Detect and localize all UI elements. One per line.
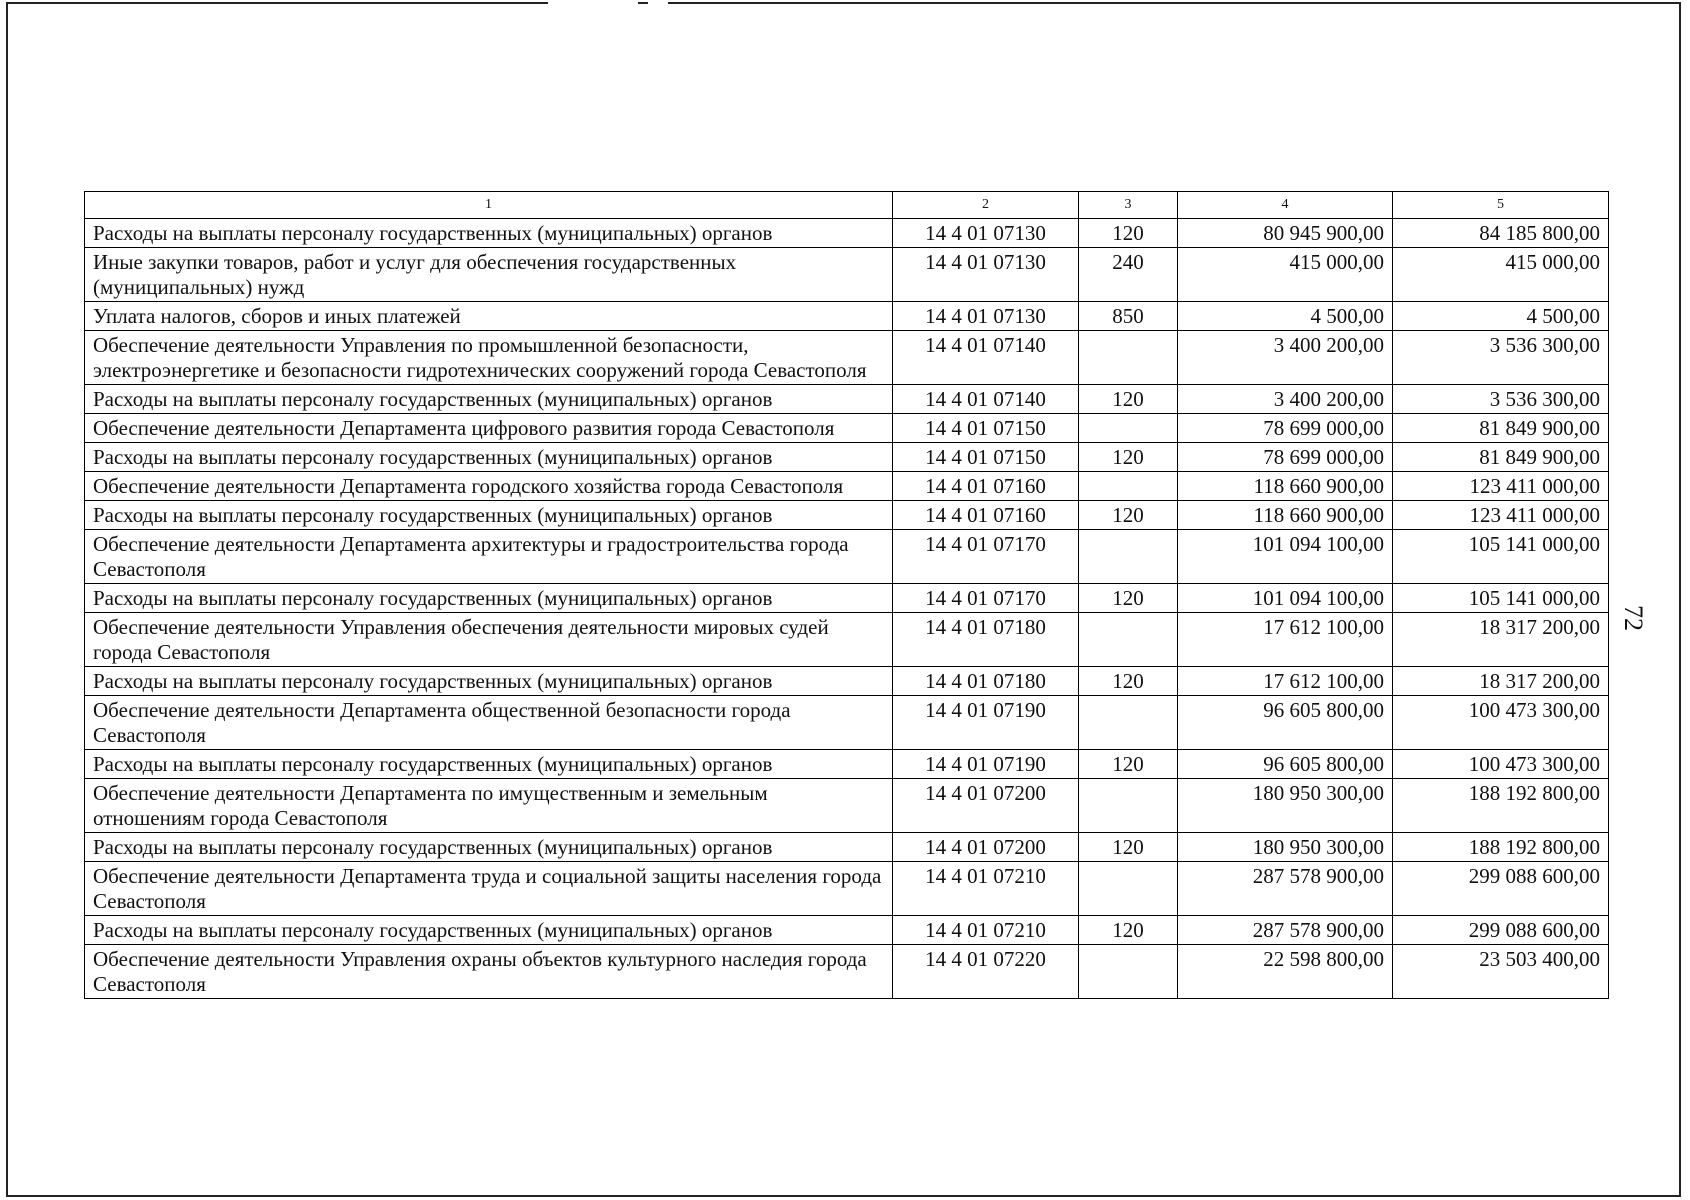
- table-row: [85, 530, 1609, 584]
- row-amount-year2: 100 473 300,00: [1393, 750, 1609, 779]
- row-name: Иные закупки товаров, работ и услуг для обеспечения государственных (муниципальных) нужд: [85, 248, 893, 302]
- table-row: [85, 862, 1609, 916]
- row-type: [1079, 945, 1178, 999]
- table-row: [85, 613, 1609, 667]
- table-row: [85, 584, 1609, 613]
- table-row: [85, 302, 1609, 331]
- row-code: 14 4 01 07180: [893, 613, 1079, 667]
- row-code: 14 4 01 07130: [893, 302, 1079, 331]
- row-type: [1079, 472, 1178, 501]
- row-amount-year2: 3 536 300,00: [1393, 331, 1609, 385]
- row-code: 14 4 01 07140: [893, 331, 1079, 385]
- row-amount-year1: 80 945 900,00: [1178, 219, 1393, 248]
- row-code: 14 4 01 07150: [893, 443, 1079, 472]
- row-code: 14 4 01 07210: [893, 916, 1079, 945]
- row-amount-year2: 4 500,00: [1393, 302, 1609, 331]
- row-type: 850: [1079, 302, 1178, 331]
- row-amount-year2: 105 141 000,00: [1393, 530, 1609, 584]
- row-amount-year1: 22 598 800,00: [1178, 945, 1393, 999]
- header-row: [85, 192, 1609, 219]
- table-row: [85, 248, 1609, 302]
- table-row: [85, 414, 1609, 443]
- page-number: 72: [1619, 605, 1648, 631]
- row-amount-year2: 123 411 000,00: [1393, 501, 1609, 530]
- row-amount-year2: 3 536 300,00: [1393, 385, 1609, 414]
- row-code: 14 4 01 07190: [893, 750, 1079, 779]
- row-code: 14 4 01 07150: [893, 414, 1079, 443]
- row-code: 14 4 01 07170: [893, 530, 1079, 584]
- row-amount-year1: 118 660 900,00: [1178, 501, 1393, 530]
- table-row: [85, 945, 1609, 999]
- table-row: [85, 219, 1609, 248]
- row-code: 14 4 01 07160: [893, 501, 1079, 530]
- row-amount-year1: 3 400 200,00: [1178, 331, 1393, 385]
- row-amount-year2: 18 317 200,00: [1393, 613, 1609, 667]
- row-type: 120: [1079, 385, 1178, 414]
- table-row: [85, 696, 1609, 750]
- row-name: Обеспечение деятельности Департамента труда и социальной защиты населения города Севастополя: [85, 862, 893, 916]
- row-code: 14 4 01 07210: [893, 862, 1079, 916]
- header-col-5: 5: [1393, 192, 1609, 219]
- row-name: Расходы на выплаты персоналу государственных (муниципальных) органов: [85, 667, 893, 696]
- row-name: Обеспечение деятельности Департамента по имущественным и земельным отношениям города Севастополя: [85, 779, 893, 833]
- table-row: [85, 443, 1609, 472]
- row-amount-year2: 188 192 800,00: [1393, 779, 1609, 833]
- row-type: [1079, 613, 1178, 667]
- row-amount-year1: 96 605 800,00: [1178, 750, 1393, 779]
- header-col-1: 1: [85, 192, 893, 219]
- table-row: [85, 833, 1609, 862]
- row-amount-year2: 81 849 900,00: [1393, 414, 1609, 443]
- table-row: [85, 916, 1609, 945]
- row-type: 120: [1079, 443, 1178, 472]
- row-amount-year1: 17 612 100,00: [1178, 667, 1393, 696]
- row-amount-year2: 123 411 000,00: [1393, 472, 1609, 501]
- row-type: 120: [1079, 219, 1178, 248]
- row-name: Расходы на выплаты персоналу государственных (муниципальных) органов: [85, 833, 893, 862]
- table-row: [85, 667, 1609, 696]
- row-code: 14 4 01 07170: [893, 584, 1079, 613]
- row-amount-year1: 101 094 100,00: [1178, 584, 1393, 613]
- row-amount-year1: 180 950 300,00: [1178, 833, 1393, 862]
- row-type: 120: [1079, 584, 1178, 613]
- frame-gap: [648, 1, 668, 5]
- row-amount-year2: 18 317 200,00: [1393, 667, 1609, 696]
- row-amount-year2: 81 849 900,00: [1393, 443, 1609, 472]
- row-code: 14 4 01 07190: [893, 696, 1079, 750]
- row-type: [1079, 530, 1178, 584]
- table-row: [85, 779, 1609, 833]
- row-amount-year1: 78 699 000,00: [1178, 414, 1393, 443]
- row-amount-year1: 17 612 100,00: [1178, 613, 1393, 667]
- row-type: [1079, 862, 1178, 916]
- frame-gap: [548, 1, 638, 5]
- table-row: [85, 750, 1609, 779]
- row-amount-year2: 84 185 800,00: [1393, 219, 1609, 248]
- row-name: Обеспечение деятельности Департамента городского хозяйства города Севастополя: [85, 472, 893, 501]
- row-code: 14 4 01 07180: [893, 667, 1079, 696]
- row-type: 120: [1079, 916, 1178, 945]
- row-name: Расходы на выплаты персоналу государственных (муниципальных) органов: [85, 750, 893, 779]
- row-name: Расходы на выплаты персоналу государственных (муниципальных) органов: [85, 916, 893, 945]
- row-code: 14 4 01 07200: [893, 779, 1079, 833]
- row-type: [1079, 331, 1178, 385]
- row-code: 14 4 01 07140: [893, 385, 1079, 414]
- row-amount-year2: 105 141 000,00: [1393, 584, 1609, 613]
- row-amount-year1: 287 578 900,00: [1178, 916, 1393, 945]
- header-col-4: 4: [1178, 192, 1393, 219]
- row-code: 14 4 01 07160: [893, 472, 1079, 501]
- row-amount-year2: 415 000,00: [1393, 248, 1609, 302]
- row-amount-year1: 96 605 800,00: [1178, 696, 1393, 750]
- row-name: Обеспечение деятельности Управления охраны объектов культурного наследия города Севастополя: [85, 945, 893, 999]
- row-amount-year1: 78 699 000,00: [1178, 443, 1393, 472]
- row-amount-year1: 4 500,00: [1178, 302, 1393, 331]
- table-row: [85, 385, 1609, 414]
- row-name: Обеспечение деятельности Управления по промышленной безопасности, электроэнергетике и безопасности гидротехнических сооружений города Севастополя: [85, 331, 893, 385]
- row-name: Расходы на выплаты персоналу государственных (муниципальных) органов: [85, 385, 893, 414]
- row-amount-year1: 101 094 100,00: [1178, 530, 1393, 584]
- row-amount-year2: 299 088 600,00: [1393, 862, 1609, 916]
- table-row: [85, 501, 1609, 530]
- row-type: [1079, 414, 1178, 443]
- row-type: 120: [1079, 667, 1178, 696]
- budget-table: [84, 191, 1609, 999]
- row-name: Расходы на выплаты персоналу государственных (муниципальных) органов: [85, 584, 893, 613]
- row-code: 14 4 01 07130: [893, 248, 1079, 302]
- row-type: 240: [1079, 248, 1178, 302]
- row-type: 120: [1079, 833, 1178, 862]
- row-type: [1079, 779, 1178, 833]
- row-name: Расходы на выплаты персоналу государственных (муниципальных) органов: [85, 501, 893, 530]
- table-row: [85, 331, 1609, 385]
- row-type: 120: [1079, 501, 1178, 530]
- header-col-2: 2: [893, 192, 1079, 219]
- row-name: Уплата налогов, сборов и иных платежей: [85, 302, 893, 331]
- row-amount-year2: 188 192 800,00: [1393, 833, 1609, 862]
- row-type: [1079, 696, 1178, 750]
- row-type: 120: [1079, 750, 1178, 779]
- row-amount-year1: 3 400 200,00: [1178, 385, 1393, 414]
- table-row: [85, 472, 1609, 501]
- row-amount-year1: 118 660 900,00: [1178, 472, 1393, 501]
- row-amount-year2: 100 473 300,00: [1393, 696, 1609, 750]
- row-name: Обеспечение деятельности Департамента архитектуры и градостроительства города Севастополя: [85, 530, 893, 584]
- row-name: Обеспечение деятельности Управления обеспечения деятельности мировых судей города Севастополя: [85, 613, 893, 667]
- row-name: Обеспечение деятельности Департамента цифрового развития города Севастополя: [85, 414, 893, 443]
- row-amount-year1: 415 000,00: [1178, 248, 1393, 302]
- row-code: 14 4 01 07200: [893, 833, 1079, 862]
- header-col-3: 3: [1079, 192, 1178, 219]
- row-amount-year2: 23 503 400,00: [1393, 945, 1609, 999]
- row-name: Расходы на выплаты персоналу государственных (муниципальных) органов: [85, 443, 893, 472]
- row-amount-year2: 299 088 600,00: [1393, 916, 1609, 945]
- row-name: Расходы на выплаты персоналу государственных (муниципальных) органов: [85, 219, 893, 248]
- table-body: [85, 219, 1609, 999]
- row-code: 14 4 01 07220: [893, 945, 1079, 999]
- row-amount-year1: 180 950 300,00: [1178, 779, 1393, 833]
- row-name: Обеспечение деятельности Департамента общественной безопасности города Севастополя: [85, 696, 893, 750]
- row-amount-year1: 287 578 900,00: [1178, 862, 1393, 916]
- row-code: 14 4 01 07130: [893, 219, 1079, 248]
